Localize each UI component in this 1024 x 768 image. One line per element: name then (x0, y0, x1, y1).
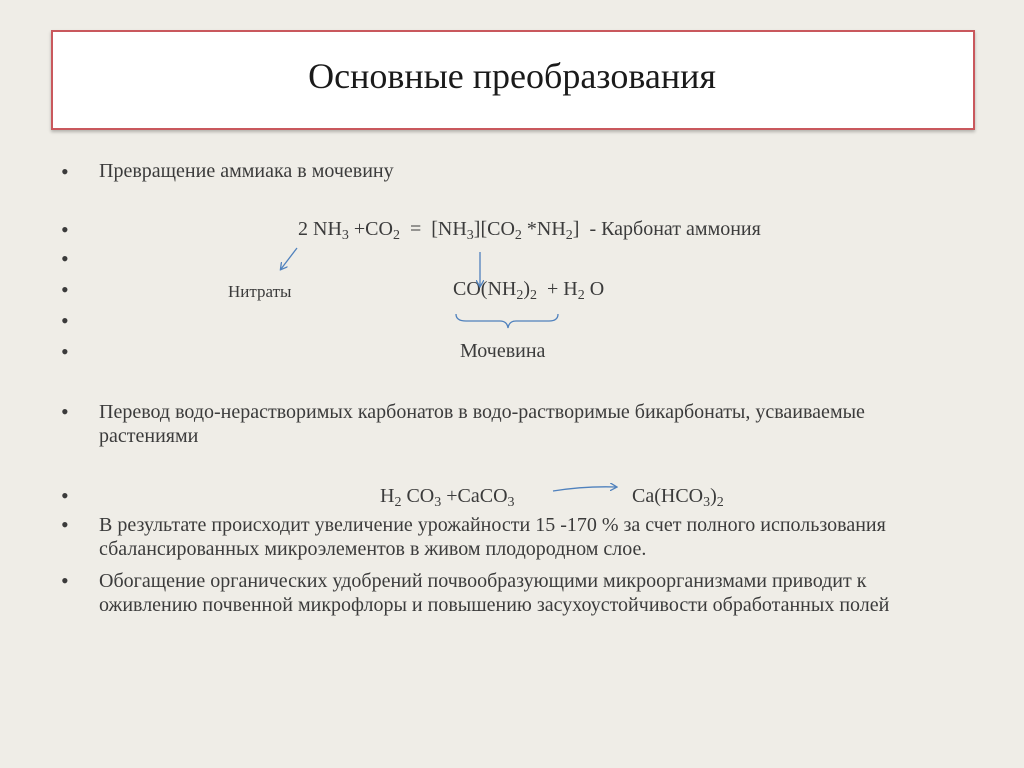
arrow-to-nitrates-icon (281, 248, 297, 269)
reaction-arrow-icon (553, 487, 616, 491)
fertilizer-enrichment-text: Обогащение органических удобрений почвообразующими микроорганизмами приводит к оживлению почвенной микрофлоры и повышению засухоустойчивости обработанных полей (99, 570, 890, 616)
yield-increase-text: В результате происходит увеличение урожайности 15 -170 % за счет полного использования сбалансированных микроэлементов в живом плодородном слое. (99, 514, 886, 560)
slide-title: Основные преобразования (308, 56, 716, 96)
brace-icon (456, 314, 558, 328)
urea-label: Мочевина (460, 340, 546, 362)
bullet: • (61, 483, 69, 508)
equation-bicarbonate: $Ca(HCO_3)_2$ (632, 485, 724, 510)
ammonia-to-urea-text: Превращение аммиака в мочевину (99, 160, 394, 182)
equation-ammonium-carbonate: 2 $NH_3 +CO_2 = [NH_3][CO_2$ $*NH_2$] - Карбонат аммония (298, 218, 761, 243)
bullet: • (61, 308, 69, 333)
bullet: • (61, 246, 69, 271)
bullet: • (61, 339, 69, 364)
equation-carbonic-acid: $H_2$ $CO_3$ +CaCO$_3$ (380, 485, 515, 510)
bullet: • (61, 399, 69, 424)
equation-urea: $CO(NH_2)_2 + H_2$ O (453, 278, 605, 303)
nitrates-label: Нитраты (228, 282, 292, 301)
bullet: • (61, 277, 69, 302)
bullet: • (61, 568, 69, 593)
bullet: • (61, 512, 69, 537)
bullet: • (61, 159, 69, 184)
carbonate-transfer-text: Перевод водо-нерастворимых карбонатов в водо-растворимые бикарбонаты, усваиваемые растениями (99, 401, 865, 447)
bullet: • (61, 217, 69, 242)
